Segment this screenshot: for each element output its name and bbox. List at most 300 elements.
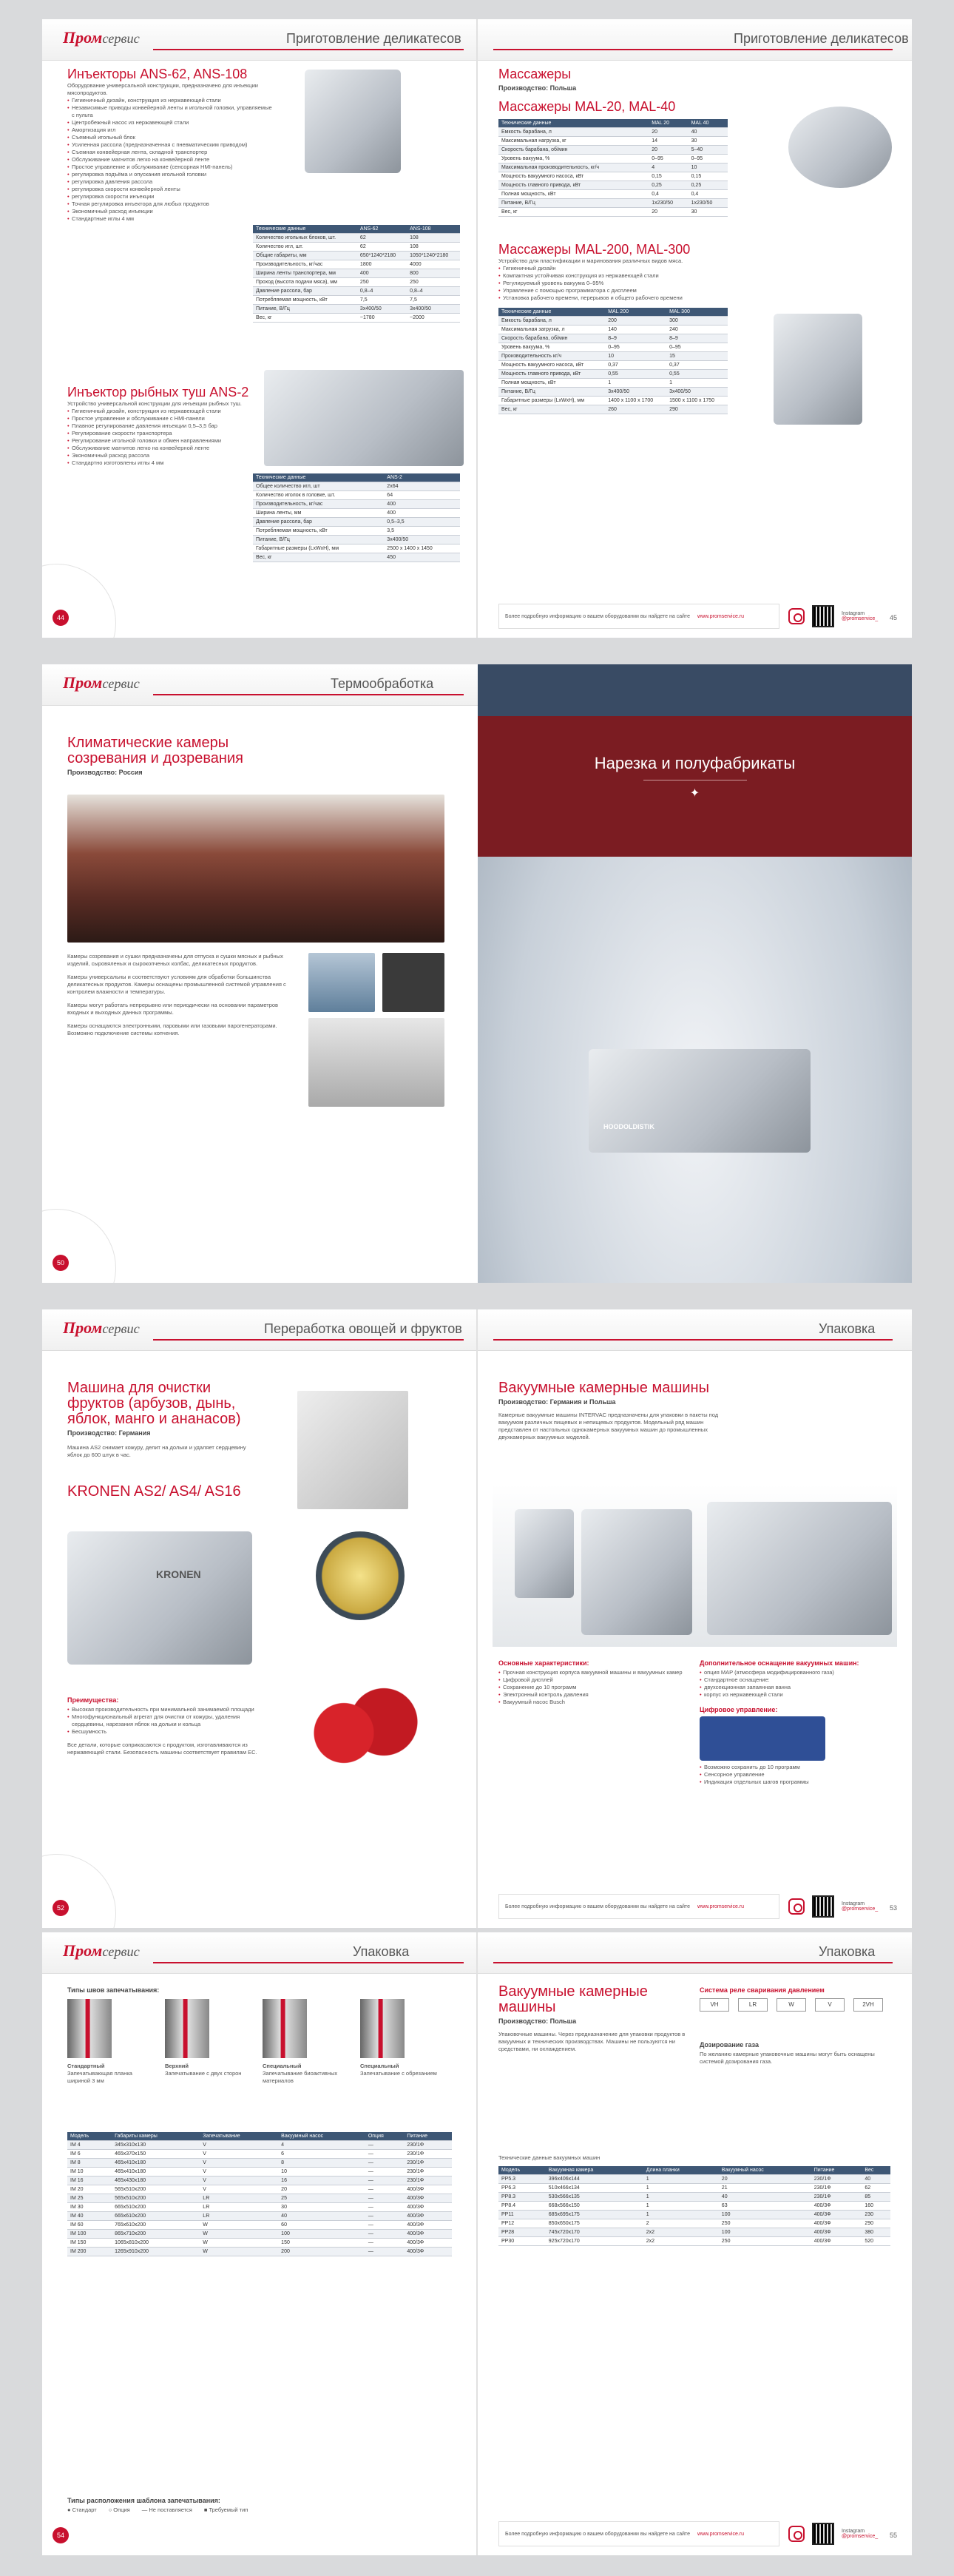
table-cell: 30 bbox=[278, 2203, 365, 2212]
table-cell: PP28 bbox=[498, 2228, 546, 2237]
section-title-left: Приготовление деликатесов bbox=[286, 31, 461, 46]
table-cell: 465х410х180 bbox=[112, 2168, 200, 2177]
options-list bbox=[700, 1669, 892, 1699]
qr-code-icon bbox=[812, 605, 834, 627]
table-cell: 400/3Ф bbox=[811, 2219, 862, 2228]
page-number-left: 54 bbox=[53, 2527, 69, 2543]
table-row bbox=[253, 296, 460, 305]
table-cell: IM 10 bbox=[67, 2168, 112, 2177]
logo: Промсервис bbox=[63, 28, 140, 47]
table-cell: W bbox=[200, 2248, 278, 2256]
list-item: • Усиленная рассола (предназначенная с пневматическим приводом) bbox=[67, 141, 274, 149]
table-cell: Скорость барабана, об/мин bbox=[498, 146, 649, 155]
table-header: Длина планки bbox=[643, 2166, 719, 2175]
table-cell: Производительность кг/ч bbox=[498, 352, 605, 361]
spread-4 bbox=[42, 1932, 912, 2555]
list-item: • Регулирование игольной головки и обмен направлениями bbox=[67, 437, 260, 445]
table-cell: 0,55 bbox=[605, 370, 666, 379]
table-row bbox=[253, 243, 460, 252]
advantages-text: Все детали, которые соприкасаются с продуктом, изготавливаются из нержавеющей стали. Безопасность машины соответствует правилам ЕС. bbox=[67, 1742, 257, 1756]
table-cell: 2х64 bbox=[384, 482, 460, 491]
table-cell: Потребляемая мощность, кВт bbox=[253, 296, 357, 305]
list-item: • Простое управление и обслуживание с HMI-панели bbox=[67, 415, 260, 422]
table-row bbox=[253, 482, 460, 491]
table-cell: 230/1Ф bbox=[404, 2159, 452, 2168]
seal-type-desc: Запечатывание с двух сторон bbox=[165, 2070, 242, 2077]
fruit-machine-title: Машина для очистки фруктов (арбузов, дынь, яблок, манго и ананасов) bbox=[67, 1380, 241, 1427]
table-cell: 15 bbox=[666, 352, 728, 361]
vacuum-machine-medium bbox=[581, 1509, 692, 1635]
control-unit-photo bbox=[382, 953, 444, 1012]
legend bbox=[67, 2506, 289, 2514]
table-cell: IM 16 bbox=[67, 2177, 112, 2185]
table-cell: 62 bbox=[357, 243, 407, 252]
page-number-left: 44 bbox=[53, 610, 69, 626]
list-item: • Независимые приводы конвейерной ленты и игольной головки, управляемые с пульта bbox=[67, 104, 274, 119]
options-title: Дополнительное оснащение вакуумных машин: bbox=[700, 1659, 859, 1667]
table-cell: 40 bbox=[719, 2193, 811, 2202]
table-header: Модель bbox=[498, 2166, 546, 2175]
list-item: • Компактная устойчивая конструкция из нержавеющей стали bbox=[498, 272, 742, 280]
fish-injector-text: Устройство универсальной конструкции для инъекции рыбных туш. bbox=[67, 400, 242, 407]
instagram-icon[interactable] bbox=[788, 1898, 805, 1915]
table-cell: 20 bbox=[649, 146, 688, 155]
table-cell: 30 bbox=[689, 208, 728, 217]
table-cell: 300 bbox=[666, 317, 728, 326]
table-cell: 510х466х134 bbox=[546, 2184, 643, 2193]
injector-features bbox=[67, 97, 274, 223]
vacuum-title: Вакуумные камерные машины bbox=[498, 1380, 709, 1396]
table-cell: 200 bbox=[278, 2248, 365, 2256]
table-cell: — bbox=[365, 2239, 404, 2248]
massager-large-image bbox=[774, 314, 862, 425]
apple-slicer-photo bbox=[316, 1531, 405, 1620]
list-item: • Электронный контроль давления bbox=[498, 1691, 683, 1699]
table-row bbox=[253, 278, 460, 287]
logo: Промсервис bbox=[63, 673, 140, 692]
table-cell: 60 bbox=[278, 2221, 365, 2230]
table-row bbox=[253, 287, 460, 296]
table-cell: Производительность, кг/час bbox=[253, 500, 384, 509]
list-item: • Центробежный насос из нержавеющей стали bbox=[67, 119, 274, 127]
page-number-right: 45 bbox=[889, 614, 897, 621]
list-item: • двухсекционная запаянная ванна bbox=[700, 1684, 892, 1691]
table-cell: 160 bbox=[862, 2202, 890, 2211]
table-row bbox=[498, 397, 728, 405]
advantages-title: Преимущества: bbox=[67, 1696, 119, 1704]
table-cell: 20 bbox=[719, 2175, 811, 2184]
table-cell: PP6.3 bbox=[498, 2184, 546, 2193]
table-cell: 62 bbox=[862, 2184, 890, 2193]
table-cell: 14 bbox=[649, 137, 688, 146]
table-row bbox=[67, 2141, 452, 2150]
table-cell: 108 bbox=[407, 234, 460, 243]
table-cell: — bbox=[365, 2168, 404, 2177]
fruit-machine-text: Машина AS2 снимает кожуру, делит на дольки и удаляет сердцевину яблок до 600 штук в час. bbox=[67, 1444, 246, 1458]
vacuum-origin: Производство: Польша bbox=[498, 2017, 577, 2025]
table-cell: V bbox=[200, 2159, 278, 2168]
table-cell: 150 bbox=[278, 2239, 365, 2248]
table-cell: 2х2 bbox=[643, 2228, 719, 2237]
seal-types-title: Типы швов запечатывания: bbox=[67, 1986, 160, 1994]
table-cell: 400/3Ф bbox=[404, 2203, 452, 2212]
table-cell: — bbox=[365, 2221, 404, 2230]
table-cell: Емкость барабана, л bbox=[498, 317, 605, 326]
table-cell: 0,4 bbox=[649, 190, 688, 199]
table-cell: IM 200 bbox=[67, 2248, 112, 2256]
climate-chamber-origin: Производство: Россия bbox=[67, 769, 143, 776]
list-item: • Амортизация игл bbox=[67, 127, 274, 134]
table-cell: IM 8 bbox=[67, 2159, 112, 2168]
seal-type-image bbox=[360, 1999, 405, 2058]
section-title-right: Упаковка bbox=[819, 1944, 876, 1959]
table-row bbox=[253, 252, 460, 260]
table-cell: 250 bbox=[407, 278, 460, 287]
table-cell: 100 bbox=[719, 2211, 811, 2219]
qr-code-icon bbox=[812, 1895, 834, 1918]
seal-type-desc: Запечатывающая планка шириной 3 мм bbox=[67, 2070, 132, 2084]
list-item: • Цифровой дисплей bbox=[498, 1676, 683, 1684]
instagram-handle[interactable]: @promservice_ bbox=[842, 2534, 879, 2539]
table-row bbox=[498, 370, 728, 379]
section-title-right: Упаковка bbox=[819, 1321, 876, 1336]
table-cell: Количество игольных блоков, шт. bbox=[253, 234, 357, 243]
table-cell: 3х400/50 bbox=[384, 536, 460, 544]
table-cell: Полная мощность, кВт bbox=[498, 379, 605, 388]
list-item: • Высокая производительность при минимальной занимаемой площади bbox=[67, 1706, 260, 1713]
table-cell: Питание, В/Гц bbox=[498, 199, 649, 208]
table-row bbox=[498, 199, 728, 208]
table-cell: — bbox=[365, 2159, 404, 2168]
table-row bbox=[253, 518, 460, 527]
control-panel-image bbox=[700, 1716, 825, 1761]
table-cell: IM 150 bbox=[67, 2239, 112, 2248]
injector-machine-image bbox=[305, 70, 401, 173]
list-item: • Индикация отдельных шагов программы bbox=[700, 1778, 892, 1786]
table-cell: ~2000 bbox=[407, 314, 460, 323]
instagram-handle[interactable]: @promservice_ bbox=[842, 616, 879, 621]
control-title: Цифровое управление: bbox=[700, 1706, 778, 1713]
table-cell: 1 bbox=[643, 2202, 719, 2211]
table-row bbox=[498, 326, 728, 334]
list-item: • регулировка скорости инъекции bbox=[67, 193, 274, 200]
table-cell: — bbox=[365, 2150, 404, 2159]
table-cell: 230/1Ф bbox=[811, 2193, 862, 2202]
table-header: Опция bbox=[365, 2132, 404, 2141]
climate-chamber-title: Климатические камеры созревания и дозревания bbox=[67, 735, 243, 766]
table-cell: PP8.4 bbox=[498, 2202, 546, 2211]
list-item: • Управление с помощью программатора с дисплеем bbox=[498, 287, 742, 294]
table-cell: 20 bbox=[649, 208, 688, 217]
table-header: Габариты камеры bbox=[112, 2132, 200, 2141]
list-item: • Экономичный расход инъекции bbox=[67, 208, 274, 215]
injector-specs-table bbox=[253, 225, 460, 323]
footer-social: Instagram @promservice_ bbox=[788, 604, 878, 629]
table-header: Модель bbox=[67, 2132, 112, 2141]
table-cell: 685х695х175 bbox=[546, 2211, 643, 2219]
injector-text: Оборудование универсальной конструкции, предназначено для инъекции мясопродуктов. bbox=[67, 82, 258, 96]
footer-left: Более подробную информацию о вашем оборудовании вы найдете на сайте www.promservice.ru bbox=[498, 2521, 779, 2546]
section-title-left: Переработка овощей и фруктов bbox=[264, 1321, 462, 1336]
table-cell: 100 bbox=[278, 2230, 365, 2239]
table-cell: 230/1Ф bbox=[811, 2175, 862, 2184]
table-row bbox=[253, 536, 460, 544]
list-item: • Возможно сохранить до 10 программ bbox=[700, 1764, 892, 1771]
table-header: Вес bbox=[862, 2166, 890, 2175]
seal-type-name: Специальный bbox=[263, 2063, 302, 2069]
seal-type-card bbox=[360, 1999, 442, 2085]
table-header: Запечатывание bbox=[200, 2132, 278, 2141]
table-row bbox=[253, 305, 460, 314]
table-cell: 1 bbox=[605, 379, 666, 388]
seal-system-lr: LR bbox=[738, 1998, 768, 2012]
table-cell: Производительность, кг/час bbox=[253, 260, 357, 269]
table-cell: 1 bbox=[643, 2193, 719, 2202]
gas-text: По желанию камерные упаковочные машины могут быть оснащены системой дозирования газа. bbox=[700, 2051, 875, 2065]
instagram-handle[interactable]: @promservice_ bbox=[842, 1906, 879, 1912]
features-title: Основные характеристики: bbox=[498, 1659, 589, 1667]
vacuum-text: Упаковочные машины. Через предназначение для упаковки продуктов в вакуумных и технических производствах. Машины не пользуются ни средствами, ни охлаждением. bbox=[498, 2031, 686, 2052]
table-cell: 0,37 bbox=[605, 361, 666, 370]
table-cell: PP11 bbox=[498, 2211, 546, 2219]
table-cell: 400 bbox=[357, 269, 407, 278]
seal-types bbox=[67, 1999, 452, 2085]
table-cell: PP8.3 bbox=[498, 2193, 546, 2202]
control-panel-photo bbox=[308, 953, 375, 1012]
list-item: • Стандартные иглы 4 мм bbox=[67, 215, 274, 223]
table-cell: 1265х910х200 bbox=[112, 2248, 200, 2256]
vacuum-machine-large bbox=[707, 1502, 892, 1635]
table-header: MAL 40 bbox=[689, 119, 728, 128]
table-cell: 0,15 bbox=[649, 172, 688, 181]
instagram-icon[interactable] bbox=[788, 2526, 805, 2542]
control-list bbox=[700, 1764, 892, 1786]
table-cell: 4 bbox=[649, 163, 688, 172]
table-cell: 400/3Ф bbox=[811, 2211, 862, 2219]
table-row bbox=[67, 2159, 452, 2168]
page-number-left: 52 bbox=[53, 1900, 69, 1916]
table-cell: 10 bbox=[689, 163, 728, 172]
list-item: • регулировка давления рассола bbox=[67, 178, 274, 186]
table-cell: 25 bbox=[278, 2194, 365, 2203]
seal-type-name: Стандартный bbox=[67, 2063, 105, 2069]
table-cell: 0,8–4 bbox=[357, 287, 407, 296]
seal-type-desc: Запечатывание с обрезанием bbox=[360, 2070, 437, 2077]
list-item: • Простое управление и обслуживание (сенсорная HMI-панель) bbox=[67, 163, 274, 171]
table-cell: 450 bbox=[384, 553, 460, 562]
table-cell: Полная мощность, кВт bbox=[498, 190, 649, 199]
table-cell: LR bbox=[200, 2203, 278, 2212]
table-cell: 665х510х200 bbox=[112, 2203, 200, 2212]
site-link[interactable]: www.promservice.ru bbox=[697, 1904, 745, 1909]
table-cell: 290 bbox=[666, 405, 728, 414]
massager-origin: Производство: Польша bbox=[498, 84, 577, 92]
massager-small-image bbox=[788, 107, 892, 188]
list-item: • Регулируемый уровень вакуума 0–95% bbox=[498, 280, 742, 287]
table-cell: 100 bbox=[719, 2228, 811, 2237]
advantages-list bbox=[67, 1706, 260, 1736]
table-cell: 7,5 bbox=[357, 296, 407, 305]
spread-3 bbox=[42, 1309, 912, 1928]
table-cell: 0,55 bbox=[666, 370, 728, 379]
table-cell: Габаритные размеры (LxWxH), мм bbox=[253, 544, 384, 553]
table-cell: 230/1Ф bbox=[404, 2150, 452, 2159]
table-cell: Вес, кг bbox=[253, 314, 357, 323]
table-row bbox=[498, 155, 728, 163]
table-row bbox=[498, 137, 728, 146]
massager-200-300-text: Устройство для пластификации и маринования различных видов мяса. bbox=[498, 257, 683, 264]
table-cell: Питание, В/Гц bbox=[253, 305, 357, 314]
list-item: • Прочная конструкция корпуса вакуумной машины и вакуумных камер bbox=[498, 1669, 683, 1676]
table-cell: Давление рассола, бар bbox=[253, 518, 384, 527]
table-cell: — bbox=[365, 2230, 404, 2239]
table-cell: IM 6 bbox=[67, 2150, 112, 2159]
table-cell: 465х410х180 bbox=[112, 2159, 200, 2168]
table-row bbox=[498, 181, 728, 190]
list-item: • Обслуживание магнитов легко на конвейерной ленте bbox=[67, 445, 260, 452]
table-cell: 765х610х200 bbox=[112, 2221, 200, 2230]
legend-item: ○ Опция bbox=[108, 2506, 130, 2513]
table-row bbox=[67, 2150, 452, 2159]
spread-1 bbox=[42, 19, 912, 638]
table-cell: 0–95 bbox=[649, 155, 688, 163]
table-cell: 396х406х144 bbox=[546, 2175, 643, 2184]
table-cell: Емкость барабана, л bbox=[498, 128, 649, 137]
legend-item: ■ Требуемый тип bbox=[203, 2506, 248, 2513]
table-cell: V bbox=[200, 2150, 278, 2159]
seal-type-image bbox=[67, 1999, 112, 2058]
list-item: • Гигиеничный дизайн, конструкция из нержавеющей стали bbox=[67, 97, 274, 104]
list-item: • регулировка скорости конвейерной ленты bbox=[67, 186, 274, 193]
table-cell: Количество игл, шт. bbox=[253, 243, 357, 252]
list-item: • Съемная конвейерная лента, складной транспортер bbox=[67, 149, 274, 156]
table-cell: 8–9 bbox=[605, 334, 666, 343]
table-cell: Ширина ленты транспортера, мм bbox=[253, 269, 357, 278]
table-header: Вакуумный насос bbox=[278, 2132, 365, 2141]
list-item: • Гигиеничный дизайн bbox=[498, 265, 742, 272]
table-row bbox=[253, 509, 460, 518]
apples-photo bbox=[297, 1672, 430, 1783]
table-cell: 400/3Ф bbox=[811, 2228, 862, 2237]
list-item: • Сенсорное управление bbox=[700, 1771, 892, 1778]
table-cell: 250 bbox=[719, 2237, 811, 2246]
table-cell: 10 bbox=[278, 2168, 365, 2177]
table-cell: IM 25 bbox=[67, 2194, 112, 2203]
table-cell: 665х610х200 bbox=[112, 2212, 200, 2221]
table-row bbox=[498, 2219, 890, 2228]
table-cell: Вес, кг bbox=[498, 405, 605, 414]
seal-type-card bbox=[165, 1999, 246, 2085]
site-link[interactable]: www.promservice.ru bbox=[697, 613, 745, 619]
table-header: ANS-108 bbox=[407, 225, 460, 234]
table-row bbox=[498, 2175, 890, 2184]
table-cell: 2500 х 1400 х 1450 bbox=[384, 544, 460, 553]
table-cell: 40 bbox=[278, 2212, 365, 2221]
list-item: • Стандартно изготовлены иглы 4 мм bbox=[67, 459, 260, 467]
list-item: • опция MAP (атмосфера модифицированного газа) bbox=[700, 1669, 892, 1676]
table-cell: 465х430х180 bbox=[112, 2177, 200, 2185]
table-cell: 465х370х150 bbox=[112, 2150, 200, 2159]
chamber-text-3: Камеры могут работать непрерывно или периодически на основании параметров входных и выходных данных программы. bbox=[67, 1002, 279, 1016]
table-cell: 62 bbox=[357, 234, 407, 243]
logo: Промсервис bbox=[63, 1318, 140, 1337]
table-cell: 0,4 bbox=[689, 190, 728, 199]
chamber-text-1: Камеры созревания и сушки предназначены для отпуска и сушки мясных и рыбных изделий, сыровяленых и сырокопченых колбас, деликатесных продуктов. bbox=[67, 953, 283, 967]
vacuum-origin: Производство: Германия и Польша bbox=[498, 1398, 616, 1406]
table-cell: Габаритные размеры (LxWxH), мм bbox=[498, 397, 605, 405]
table-cell: 400/3Ф bbox=[404, 2212, 452, 2221]
site-link[interactable]: www.promservice.ru bbox=[697, 2531, 745, 2537]
table-row bbox=[67, 2177, 452, 2185]
seal-type-name: Специальный bbox=[360, 2063, 399, 2069]
table-cell: V bbox=[200, 2177, 278, 2185]
table-cell: 565х510х200 bbox=[112, 2194, 200, 2203]
list-item: • Точная регулировка инъектора для любых продуктов bbox=[67, 200, 274, 208]
fish-injector-title: Инъектор рыбных туш ANS-2 bbox=[67, 385, 249, 399]
table-row bbox=[498, 163, 728, 172]
seal-type-name: Верхний bbox=[165, 2063, 189, 2069]
table-cell: 0,8–4 bbox=[407, 287, 460, 296]
footer-left: Более подробную информацию о вашем оборудовании вы найдете на сайте www.promservice.ru bbox=[498, 1894, 779, 1919]
legend-title: Типы расположения шаблона запечатывания: bbox=[67, 2497, 220, 2504]
table-cell: 63 bbox=[719, 2202, 811, 2211]
page-number-right: 55 bbox=[889, 2532, 897, 2539]
table-cell: 230/1Ф bbox=[404, 2141, 452, 2150]
instagram-icon[interactable] bbox=[788, 608, 805, 624]
table-cell: 565х510х200 bbox=[112, 2185, 200, 2194]
table-header: MAL 200 bbox=[605, 308, 666, 317]
table-cell: 4 bbox=[278, 2141, 365, 2150]
table-cell: 3х400/50 bbox=[357, 305, 407, 314]
table-cell: IM 40 bbox=[67, 2212, 112, 2221]
table-cell: — bbox=[365, 2248, 404, 2256]
table-cell: 400/3Ф bbox=[404, 2248, 452, 2256]
massager-20-40-table bbox=[498, 119, 728, 217]
table-cell: 4000 bbox=[407, 260, 460, 269]
table-cell: 0–95 bbox=[605, 343, 666, 352]
table-cell: 380 bbox=[862, 2228, 890, 2237]
table-row bbox=[498, 317, 728, 326]
legend-item: — Не поставляется bbox=[141, 2506, 192, 2513]
table-cell: Питание, В/Гц bbox=[253, 536, 384, 544]
table-cell: 800 bbox=[407, 269, 460, 278]
table-cell: LR bbox=[200, 2212, 278, 2221]
table-cell: 16 bbox=[278, 2177, 365, 2185]
table-cell: 0,37 bbox=[666, 361, 728, 370]
table-cell: — bbox=[365, 2177, 404, 2185]
table-cell: 650*1240*2180 bbox=[357, 252, 407, 260]
table-row bbox=[498, 352, 728, 361]
table-cell: 1500 x 1100 x 1750 bbox=[666, 397, 728, 405]
table-cell: — bbox=[365, 2203, 404, 2212]
table-row bbox=[498, 146, 728, 155]
table-row bbox=[498, 379, 728, 388]
table-cell: 40 bbox=[689, 128, 728, 137]
table-cell: 10 bbox=[605, 352, 666, 361]
table-cell: 5–40 bbox=[689, 146, 728, 155]
table-row bbox=[67, 2248, 452, 2256]
table-row bbox=[498, 2184, 890, 2193]
table-cell: V bbox=[200, 2185, 278, 2194]
table-cell: 240 bbox=[666, 326, 728, 334]
table-cell: 8 bbox=[278, 2159, 365, 2168]
table-cell: IM 60 bbox=[67, 2221, 112, 2230]
list-item: • Плавное регулирование давления инъекции 0,5–3,5 бар bbox=[67, 422, 260, 430]
list-item: • Вакуумный насос Busch bbox=[498, 1699, 683, 1706]
list-item: • Регулирование скорости транспортера bbox=[67, 430, 260, 437]
table-cell: 1800 bbox=[357, 260, 407, 269]
table-row bbox=[253, 500, 460, 509]
